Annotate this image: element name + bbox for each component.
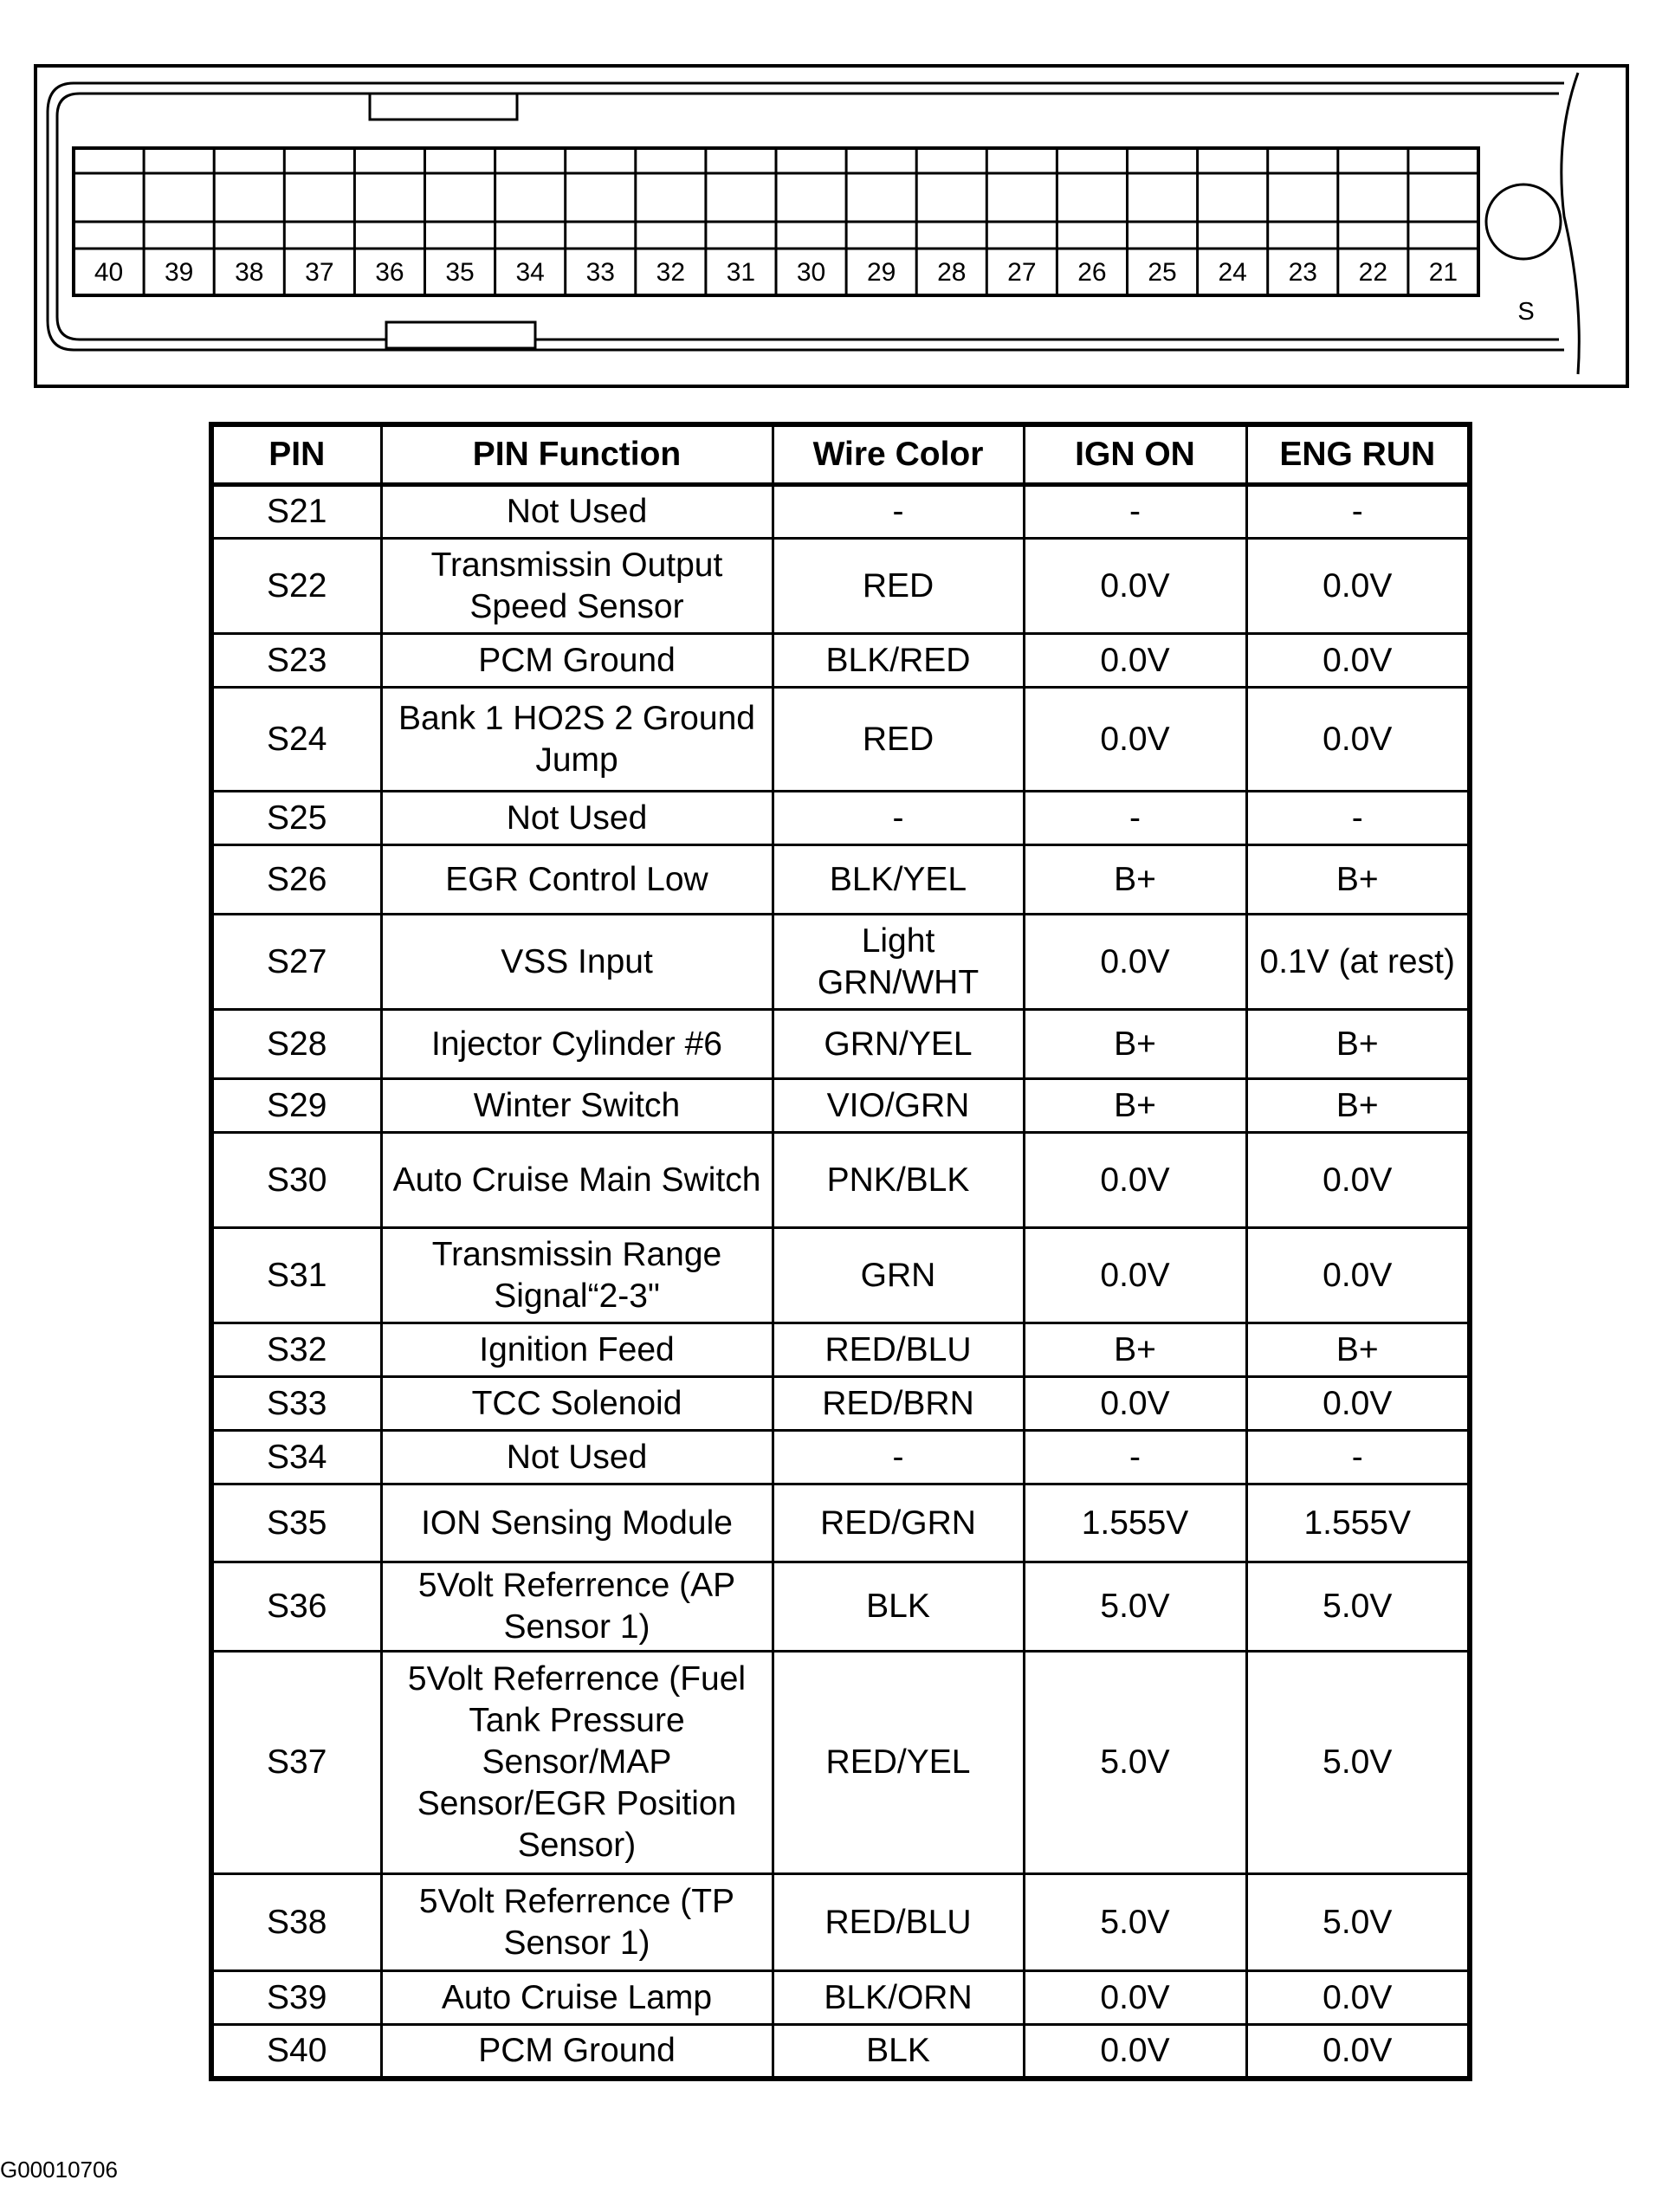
cell-eng-run: 5.0V	[1246, 1562, 1470, 1652]
cell-eng-run: B+	[1246, 1079, 1470, 1133]
cell-pin-function: PCM Ground	[381, 2025, 773, 2079]
cell-wire-color: BLK/ORN	[773, 1971, 1024, 2025]
cell-pin: S36	[211, 1562, 381, 1652]
cell-ign-on: B+	[1024, 1010, 1246, 1079]
cell-pin-function: Transmissin Range Signal“2-3"	[381, 1228, 773, 1323]
connector-label: S	[1517, 298, 1535, 326]
cell-eng-run: B+	[1246, 845, 1470, 915]
table-row	[211, 1010, 1470, 1079]
header-wire-color: Wire Color	[773, 424, 1024, 485]
table-row	[211, 634, 1470, 688]
table-row	[211, 1562, 1470, 1652]
pin-number-label: 39	[164, 258, 194, 287]
table-body	[211, 485, 1470, 2079]
cell-ign-on: 5.0V	[1024, 1874, 1246, 1971]
pin-number-label: 30	[796, 258, 826, 287]
pin-grid-lines	[74, 148, 1478, 295]
cell-wire-color: RED	[773, 688, 1024, 792]
cell-wire-color: RED	[773, 539, 1024, 634]
cell-eng-run: 0.0V	[1246, 634, 1470, 688]
cell-pin-function: 5Volt Referrence (TP Sensor 1)	[381, 1874, 773, 1971]
table-row	[211, 1228, 1470, 1323]
table-row	[211, 485, 1470, 539]
pin-number-label: 31	[726, 258, 756, 287]
pin-number-label: 27	[1007, 258, 1037, 287]
cell-pin-function: Bank 1 HO2S 2 Ground Jump	[381, 688, 773, 792]
cell-pin-function: Not Used	[381, 792, 773, 845]
cell-pin: S34	[211, 1431, 381, 1484]
pin-number-label: 25	[1148, 258, 1177, 287]
cell-wire-color: Light GRN/WHT	[773, 915, 1024, 1010]
cell-pin-function: Ignition Feed	[381, 1323, 773, 1377]
cell-pin-function: Transmissin Output Speed Sensor	[381, 539, 773, 634]
table-row	[211, 1652, 1470, 1874]
cell-eng-run: -	[1246, 485, 1470, 539]
cell-wire-color: RED/YEL	[773, 1652, 1024, 1874]
cell-ign-on: 0.0V	[1024, 688, 1246, 792]
cell-pin: S23	[211, 634, 381, 688]
cell-wire-color: RED/GRN	[773, 1484, 1024, 1562]
cell-wire-color: PNK/BLK	[773, 1133, 1024, 1228]
cell-ign-on: 0.0V	[1024, 1133, 1246, 1228]
pin-number-label: 32	[656, 258, 686, 287]
cell-pin: S32	[211, 1323, 381, 1377]
cell-ign-on: 0.0V	[1024, 2025, 1246, 2079]
cell-pin: S40	[211, 2025, 381, 2079]
cell-eng-run: 0.0V	[1246, 2025, 1470, 2079]
table-row	[211, 1874, 1470, 1971]
cell-pin-function: Not Used	[381, 485, 773, 539]
cell-eng-run: 0.0V	[1246, 539, 1470, 634]
cell-wire-color: GRN/YEL	[773, 1010, 1024, 1079]
cell-ign-on: 0.0V	[1024, 539, 1246, 634]
cell-pin: S26	[211, 845, 381, 915]
cell-pin-function: EGR Control Low	[381, 845, 773, 915]
cell-ign-on: -	[1024, 792, 1246, 845]
top-lock-tab	[370, 94, 517, 120]
connector-right-edge	[1562, 73, 1579, 374]
cell-pin: S25	[211, 792, 381, 845]
cell-pin: S33	[211, 1377, 381, 1431]
header-pin: PIN	[211, 424, 381, 485]
cell-wire-color: -	[773, 792, 1024, 845]
cell-pin-function: ION Sensing Module	[381, 1484, 773, 1562]
cell-pin: S37	[211, 1652, 381, 1874]
cell-ign-on: B+	[1024, 1323, 1246, 1377]
pin-number-label: 34	[515, 258, 545, 287]
table-row	[211, 1971, 1470, 2025]
cell-pin: S27	[211, 915, 381, 1010]
cell-wire-color: VIO/GRN	[773, 1079, 1024, 1133]
cell-pin: S35	[211, 1484, 381, 1562]
pin-number-label: 37	[305, 258, 334, 287]
cell-pin: S39	[211, 1971, 381, 2025]
cell-eng-run: 0.1V (at rest)	[1246, 915, 1470, 1010]
cell-pin-function: Injector Cylinder #6	[381, 1010, 773, 1079]
cell-pin: S29	[211, 1079, 381, 1133]
cell-eng-run: B+	[1246, 1323, 1470, 1377]
cell-eng-run: -	[1246, 1431, 1470, 1484]
cell-pin: S28	[211, 1010, 381, 1079]
cell-ign-on: -	[1024, 1431, 1246, 1484]
cell-eng-run: 0.0V	[1246, 1133, 1470, 1228]
table-row	[211, 915, 1470, 1010]
cell-pin-function: Winter Switch	[381, 1079, 773, 1133]
pin-number-label: 33	[585, 258, 615, 287]
table-row	[211, 845, 1470, 915]
header-ign-on: IGN ON	[1024, 424, 1246, 485]
cell-eng-run: -	[1246, 792, 1470, 845]
cell-pin-function: 5Volt Referrence (Fuel Tank Pressure Sensor/MAP Sensor/EGR Position Sensor)	[381, 1652, 773, 1874]
cell-ign-on: B+	[1024, 1079, 1246, 1133]
pin-number-label: 22	[1358, 258, 1388, 287]
cell-ign-on: 0.0V	[1024, 915, 1246, 1010]
cell-wire-color: BLK	[773, 2025, 1024, 2079]
cell-eng-run: 5.0V	[1246, 1652, 1470, 1874]
cell-pin-function: TCC Solenoid	[381, 1377, 773, 1431]
cell-ign-on: 0.0V	[1024, 634, 1246, 688]
cell-ign-on: 1.555V	[1024, 1484, 1246, 1562]
pin-number-label: 23	[1288, 258, 1317, 287]
table-row	[211, 2025, 1470, 2079]
table-row	[211, 1133, 1470, 1228]
header-eng-run: ENG RUN	[1246, 424, 1470, 485]
cell-eng-run: 5.0V	[1246, 1874, 1470, 1971]
pin-number-label: 36	[375, 258, 404, 287]
cell-pin-function: Auto Cruise Main Switch	[381, 1133, 773, 1228]
pin-number-label: 29	[866, 258, 896, 287]
header-pin-function: PIN Function	[381, 424, 773, 485]
pin-number-label: 21	[1428, 258, 1458, 287]
cell-ign-on: 5.0V	[1024, 1562, 1246, 1652]
table-row	[211, 1079, 1470, 1133]
table-row	[211, 1377, 1470, 1431]
table-row	[211, 1484, 1470, 1562]
cell-eng-run: 0.0V	[1246, 688, 1470, 792]
cell-ign-on: 0.0V	[1024, 1971, 1246, 2025]
pin-number-label: 28	[937, 258, 967, 287]
cell-wire-color: BLK	[773, 1562, 1024, 1652]
pin-number-label: 40	[94, 258, 124, 287]
cell-ign-on: -	[1024, 485, 1246, 539]
cell-wire-color: RED/BRN	[773, 1377, 1024, 1431]
table-row	[211, 1431, 1470, 1484]
pin-number-label: 38	[235, 258, 264, 287]
cell-wire-color: -	[773, 1431, 1024, 1484]
table-header-row	[211, 424, 1470, 485]
pin-table	[209, 422, 1472, 2081]
cell-ign-on: 0.0V	[1024, 1377, 1246, 1431]
cell-ign-on: 5.0V	[1024, 1652, 1246, 1874]
polarizing-hole	[1486, 184, 1561, 259]
cell-pin: S22	[211, 539, 381, 634]
cell-eng-run: 1.555V	[1246, 1484, 1470, 1562]
pin-number-label: 24	[1218, 258, 1247, 287]
cell-pin-function: 5Volt Referrence (AP Sensor 1)	[381, 1562, 773, 1652]
cell-wire-color: RED/BLU	[773, 1323, 1024, 1377]
cell-pin-function: Auto Cruise Lamp	[381, 1971, 773, 2025]
cell-pin-function: Not Used	[381, 1431, 773, 1484]
cell-eng-run: 0.0V	[1246, 1377, 1470, 1431]
pin-number-label: 26	[1077, 258, 1107, 287]
cell-pin: S24	[211, 688, 381, 792]
cell-wire-color: BLK/YEL	[773, 845, 1024, 915]
cell-eng-run: B+	[1246, 1010, 1470, 1079]
cell-eng-run: 0.0V	[1246, 1971, 1470, 2025]
table-row	[211, 688, 1470, 792]
figure-code: G00010706	[0, 2157, 118, 2183]
cell-pin: S38	[211, 1874, 381, 1971]
connector-diagram	[0, 0, 1662, 398]
cell-ign-on: 0.0V	[1024, 1228, 1246, 1323]
cell-wire-color: RED/BLU	[773, 1874, 1024, 1971]
cell-wire-color: BLK/RED	[773, 634, 1024, 688]
pin-number-label: 35	[445, 258, 475, 287]
bottom-lock-tab	[386, 322, 535, 348]
table-row	[211, 1323, 1470, 1377]
cell-pin: S21	[211, 485, 381, 539]
cell-pin-function: PCM Ground	[381, 634, 773, 688]
table-row	[211, 539, 1470, 634]
table-row	[211, 792, 1470, 845]
cell-pin: S31	[211, 1228, 381, 1323]
cell-wire-color: -	[773, 485, 1024, 539]
cell-pin: S30	[211, 1133, 381, 1228]
cell-ign-on: B+	[1024, 845, 1246, 915]
cell-wire-color: GRN	[773, 1228, 1024, 1323]
cell-eng-run: 0.0V	[1246, 1228, 1470, 1323]
cell-pin-function: VSS Input	[381, 915, 773, 1010]
